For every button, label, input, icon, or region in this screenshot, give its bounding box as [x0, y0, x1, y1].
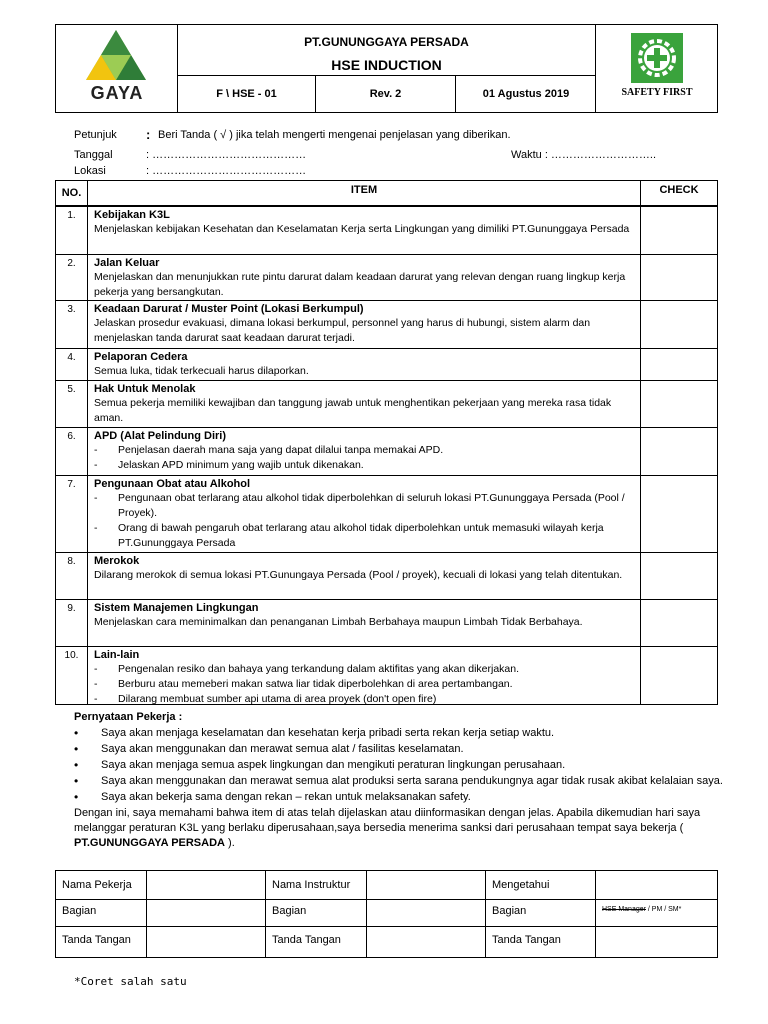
row-number: 8. — [56, 553, 88, 599]
checklist-table — [55, 180, 718, 705]
row-title: Keadaan Darurat / Muster Point (Lokasi Berkumpul) — [94, 303, 364, 315]
statement-bullet: • Saya akan bekerja sama dengan rekan – rekan untuk melaksanakan safety. — [74, 790, 724, 805]
row-description: Dilarang merokok di semua lokasi PT.Gunungaya Persada (Pool / proyek), kecuali di lokasi yang telah ditentukan. — [94, 569, 623, 581]
approver-role — [596, 906, 681, 913]
check-cell[interactable] — [641, 428, 717, 475]
table-header — [56, 181, 717, 206]
worker-statement — [74, 710, 724, 851]
document-info-row — [178, 75, 595, 112]
header-no: NO. — [56, 181, 88, 205]
row-number: 3. — [56, 301, 88, 348]
table-row — [56, 348, 717, 380]
divider — [56, 899, 717, 900]
brand-name: GAYA — [90, 83, 144, 103]
row-number: 5. — [56, 381, 88, 427]
row-title: Sistem Manajemen Lingkungan — [94, 602, 259, 614]
footnote: *Coret salah satu — [74, 975, 187, 988]
row-item — [92, 600, 641, 646]
statement-paragraph — [74, 806, 724, 851]
check-cell[interactable] — [641, 476, 717, 552]
table-row — [56, 206, 717, 254]
document-date: 01 Agustus 2019 — [482, 88, 570, 100]
row-item — [92, 381, 641, 427]
row-bullet: - Berburu atau memeberi makan satwa liar tidak diperbolehkan di area pertambangan. — [94, 677, 636, 692]
safety-first-label: SAFETY FIRST — [621, 87, 693, 98]
table-row — [56, 552, 717, 599]
row-item — [92, 476, 641, 552]
statement-bullet: • Saya akan menjaga semua aspek lingkungan dan mengikuti peraturan lingkungan perusahaan. — [74, 758, 724, 773]
tanggal-field[interactable]: : …………………………………… — [146, 149, 307, 161]
document-title: HSE INDUCTION — [331, 57, 442, 73]
lokasi-label: Lokasi — [74, 165, 106, 177]
row-number: 9. — [56, 600, 88, 646]
petunjuk-label: Petunjuk — [74, 129, 117, 141]
row-bullet: - Dilarang membuat sumber api utama di area proyek (don't open fire) — [94, 692, 636, 707]
check-cell[interactable] — [641, 349, 717, 380]
row-number: 6. — [56, 428, 88, 475]
company-logo — [56, 25, 178, 112]
row-number: 1. — [56, 207, 88, 254]
table-row — [56, 475, 717, 552]
row-item — [92, 301, 641, 348]
nama-instruktur-field[interactable] — [367, 871, 485, 898]
bagian-label: Bagian — [62, 905, 97, 917]
mengetahui-label: Mengetahui — [492, 879, 550, 891]
divider — [56, 926, 717, 927]
row-item — [92, 647, 641, 704]
mengetahui-field[interactable] — [596, 871, 718, 898]
header-item: ITEM — [88, 181, 641, 205]
paragraph-end: ). — [224, 837, 235, 849]
check-cell[interactable] — [641, 381, 717, 427]
row-bullet: - Penjelasan daerah mana saja yang dapat dilalui tanpa memakai APD. — [94, 443, 636, 458]
check-cell[interactable] — [641, 255, 717, 300]
table-row — [56, 380, 717, 427]
row-number: 2. — [56, 255, 88, 300]
table-row — [56, 427, 717, 475]
tanggal-label: Tanggal — [74, 149, 113, 161]
bagian-label: Bagian — [492, 905, 527, 917]
row-number: 7. — [56, 476, 88, 552]
statement-bullet: • Saya akan menggunakan dan merawat semua alat produksi serta sarana pendukungnya agar tidak rusak akibat kelalaian saya. — [74, 774, 724, 789]
check-cell[interactable] — [641, 647, 717, 704]
table-row — [56, 254, 717, 300]
waktu-field[interactable]: Waktu : ……………………….. — [511, 149, 657, 161]
row-bullet: - Orang di bawah pengaruh obat terlarang atau alkohol tidak diperbolehkan untuk memasuki wilayah kerja PT.Gununggaya Persada — [94, 521, 636, 551]
row-title: Lain-lain — [94, 649, 140, 661]
nama-pekerja-label: Nama Pekerja — [62, 879, 132, 891]
lokasi-field[interactable]: : …………………………………… — [146, 165, 307, 177]
signature-table — [55, 870, 718, 958]
row-description: Menjelaskan cara meminimalkan dan penanganan Limbah Berbahaya maupun Limbah Tidak Berbahaya. — [94, 616, 583, 628]
petunjuk-colon: : — [146, 127, 151, 142]
table-row — [56, 646, 717, 704]
row-title: Jalan Keluar — [94, 257, 160, 269]
row-item — [92, 207, 641, 254]
check-cell[interactable] — [641, 600, 717, 646]
hse-manager-struck: HSE Manager — [602, 906, 646, 913]
check-cell[interactable] — [641, 207, 717, 254]
nama-instruktur-label: Nama Instruktur — [272, 879, 351, 891]
row-title: APD (Alat Pelindung Diri) — [94, 430, 226, 442]
row-bullet: - Jelaskan APD minimum yang wajib untuk dikenakan. — [94, 458, 636, 473]
row-item — [92, 255, 641, 300]
row-title: Hak Untuk Menolak — [94, 383, 196, 395]
header-check: CHECK — [659, 184, 699, 196]
nama-pekerja-field[interactable] — [147, 871, 265, 898]
table-row — [56, 599, 717, 646]
form-code: F \ HSE - 01 — [178, 76, 316, 113]
row-description: Menjelaskan dan menunjukkan rute pintu darurat dalam keadaan darurat yang relevan dengan ruang lingkup kerja pekerja yang bersangkutan. — [94, 271, 626, 298]
gaya-triangle-logo — [56, 25, 178, 85]
row-number: 4. — [56, 349, 88, 380]
row-item — [92, 349, 641, 380]
paragraph-company: PT.GUNUNGGAYA PERSADA — [74, 837, 225, 849]
form-header — [55, 24, 718, 113]
company-name: PT.GUNUNGGAYA PERSADA — [304, 35, 469, 49]
row-title: Pelaporan Cedera — [94, 351, 188, 363]
row-description: Menjelaskan kebijakan Kesehatan dan Keselamatan Kerja serta Lingkungan yang dimiliki PT.Gununggaya Persada — [94, 223, 630, 235]
petunjuk-text: Beri Tanda ( √ ) jika telah mengerti mengenai penjelasan yang diberikan. — [158, 129, 511, 141]
row-item — [92, 553, 641, 599]
row-title: Merokok — [94, 555, 140, 567]
statement-bullet: • Saya akan menggunakan dan merawat semua alat / fasilitas keselamatan. — [74, 742, 724, 757]
tanda-tangan-label: Tanda Tangan — [272, 934, 341, 946]
row-description: Semua pekerja memiliki kewajiban dan tanggung jawab untuk menghentikan pekerjaan yang mereka rasa tidak aman. — [94, 397, 612, 424]
row-number: 10. — [56, 647, 88, 704]
header-title-block — [178, 25, 596, 112]
safety-cross-icon — [631, 33, 683, 83]
tanda-tangan-label: Tanda Tangan — [62, 934, 131, 946]
bagian-label: Bagian — [272, 905, 307, 917]
row-title: Kebijakan K3L — [94, 209, 170, 221]
statement-bullet: • Saya akan menjaga keselamatan dan kesehatan kerja pribadi serta rekan kerja setiap waktu. — [74, 726, 724, 741]
check-cell[interactable] — [641, 301, 717, 348]
table-row — [56, 300, 717, 348]
row-title: Pengunaan Obat atau Alkohol — [94, 478, 251, 490]
row-description: Semua luka, tidak terkecuali harus dilaporkan. — [94, 365, 309, 377]
check-cell[interactable] — [641, 553, 717, 599]
pm-sm-text: / PM / SM* — [645, 906, 682, 913]
row-description: Jelaskan prosedur evakuasi, dimana lokasi berkumpul, personnel yang harus di hubungi, sistem alarm dan menjelaskan tanda darurat saat keadaan darurat terjadi. — [94, 317, 591, 344]
row-item — [92, 428, 641, 475]
revision: Rev. 2 — [316, 76, 456, 113]
statement-title: Pernyataan Pekerja : — [74, 711, 183, 723]
row-bullet: - Pengunaan obat terlarang atau alkohol tidak diperbolehkan di seluruh lokasi PT.Gununggaya Persada (Pool / Proyek). — [94, 491, 636, 521]
safety-first-badge — [596, 25, 718, 112]
row-bullet: - Pengenalan resiko dan bahaya yang terkandung dalam aktifitas yang akan dikerjakan. — [94, 662, 636, 677]
tanda-tangan-label: Tanda Tangan — [492, 934, 561, 946]
paragraph-text: Dengan ini, saya memahami bahwa item di atas telah dijelaskan atau diinformasikan dengan jelas. Apabila dikemudian hari saya melanggar peraturan K3L yang berlaku diperusahaan,saya bersedia menerima sanksi dari perusahaan tempat saya bekerja ( — [74, 807, 701, 834]
